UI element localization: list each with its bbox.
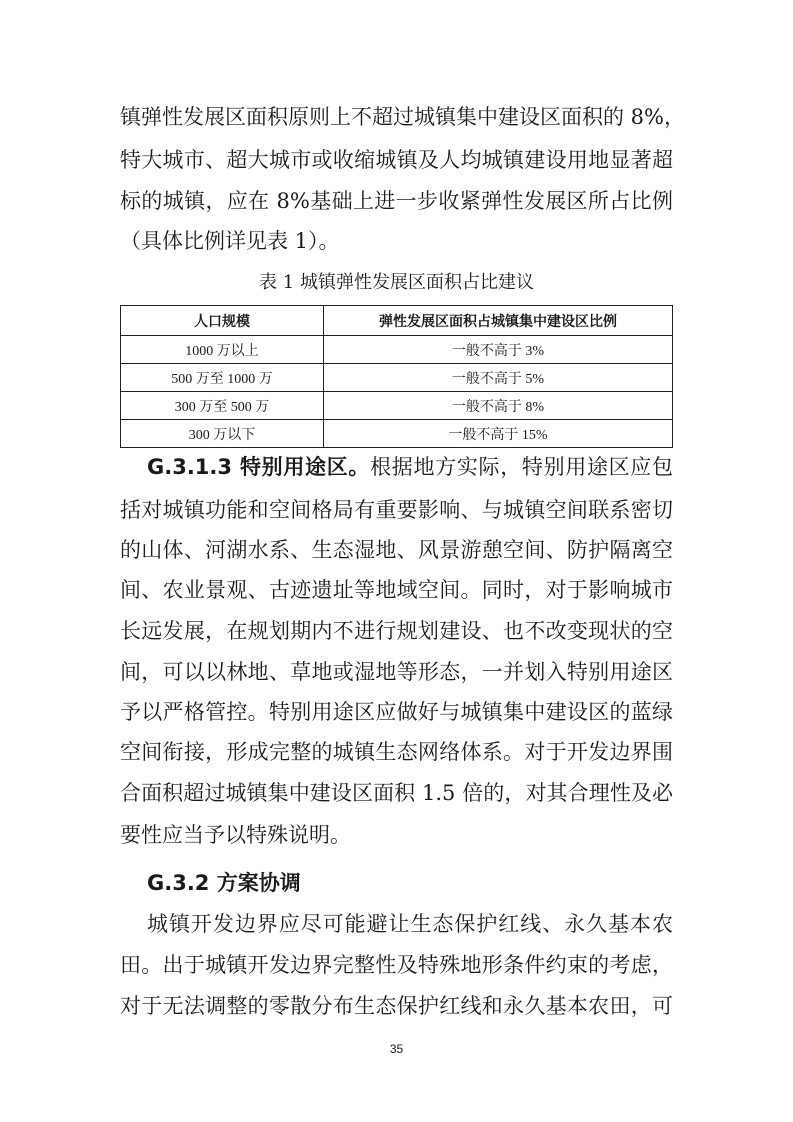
table-row — [121, 420, 673, 448]
header-population: 人口规模 — [121, 306, 324, 336]
text-line: 镇弹性发展区面积原则上不超过城镇集中建设区面积的 8%， — [120, 105, 685, 129]
text-line: 合面积超过城镇集中建设区面积 1.5 倍的，对其合理性及必 — [120, 781, 673, 805]
section-heading: G.3.2 方案协调 — [147, 871, 301, 895]
cell-population: 300 万至 500 万 — [121, 392, 324, 420]
cell-ratio: 一般不高于 8% — [324, 392, 673, 420]
text-line: 特大城市、超大城市或收缩城镇及人均城镇建设用地显著超 — [120, 148, 673, 172]
text-line: 对于无法调整的零散分布生态保护红线和永久基本农田，可 — [120, 994, 673, 1018]
table-row — [121, 336, 673, 364]
text-line: 间，可以以林地、草地或湿地等形态，一并划入特别用途区 — [120, 660, 673, 684]
ratio-table — [120, 305, 673, 448]
page-number: 35 — [389, 1042, 404, 1056]
cell-population: 300 万以下 — [121, 420, 324, 448]
table-row — [121, 392, 673, 420]
text-line: 长远发展，在规划期内不进行规划建设、也不改变现状的空 — [120, 619, 673, 643]
text-span: 根据地方实际，特别用途区应包 — [370, 455, 673, 479]
header-ratio: 弹性发展区面积占城镇集中建设区比例 — [324, 306, 673, 336]
text-line: 予以严格管控。特别用途区应做好与城镇集中建设区的蓝绿 — [120, 700, 673, 724]
section-heading: G.3.1.3 特别用途区。 — [147, 455, 371, 479]
text-line: （具体比例详见表 1）。 — [120, 229, 340, 253]
cell-population: 500 万至 1000 万 — [121, 364, 324, 392]
text-line: 括对城镇功能和空间格局有重要影响、与城镇空间联系密切 — [120, 498, 673, 522]
text-line: 标的城镇，应在 8%基础上进一步收紧弹性发展区所占比例 — [120, 189, 673, 213]
text-line: 的山体、河湖水系、生态湿地、风景游憩空间、防护隔离空 — [120, 538, 673, 562]
table-caption: 表 1 城镇弹性发展区面积占比建议 — [259, 272, 534, 293]
text-line: 空间衔接，形成完整的城镇生态网络体系。对于开发边界围 — [120, 740, 673, 764]
text-line: 田。出于城镇开发边界完整性及特殊地形条件约束的考虑， — [120, 953, 673, 977]
cell-ratio: 一般不高于 5% — [324, 364, 673, 392]
text-line — [147, 452, 673, 482]
cell-ratio: 一般不高于 15% — [324, 420, 673, 448]
text-line: 间、农业景观、古迹遗址等地域空间。同时，对于影响城市 — [120, 578, 673, 602]
cell-ratio: 一般不高于 3% — [324, 336, 673, 364]
table-header-row — [121, 306, 673, 336]
table-row — [121, 364, 673, 392]
text-line: 城镇开发边界应尽可能避让生态保护红线、永久基本农 — [147, 912, 673, 936]
text-line: 要性应当予以特殊说明。 — [120, 823, 351, 847]
cell-population: 1000 万以上 — [121, 336, 324, 364]
